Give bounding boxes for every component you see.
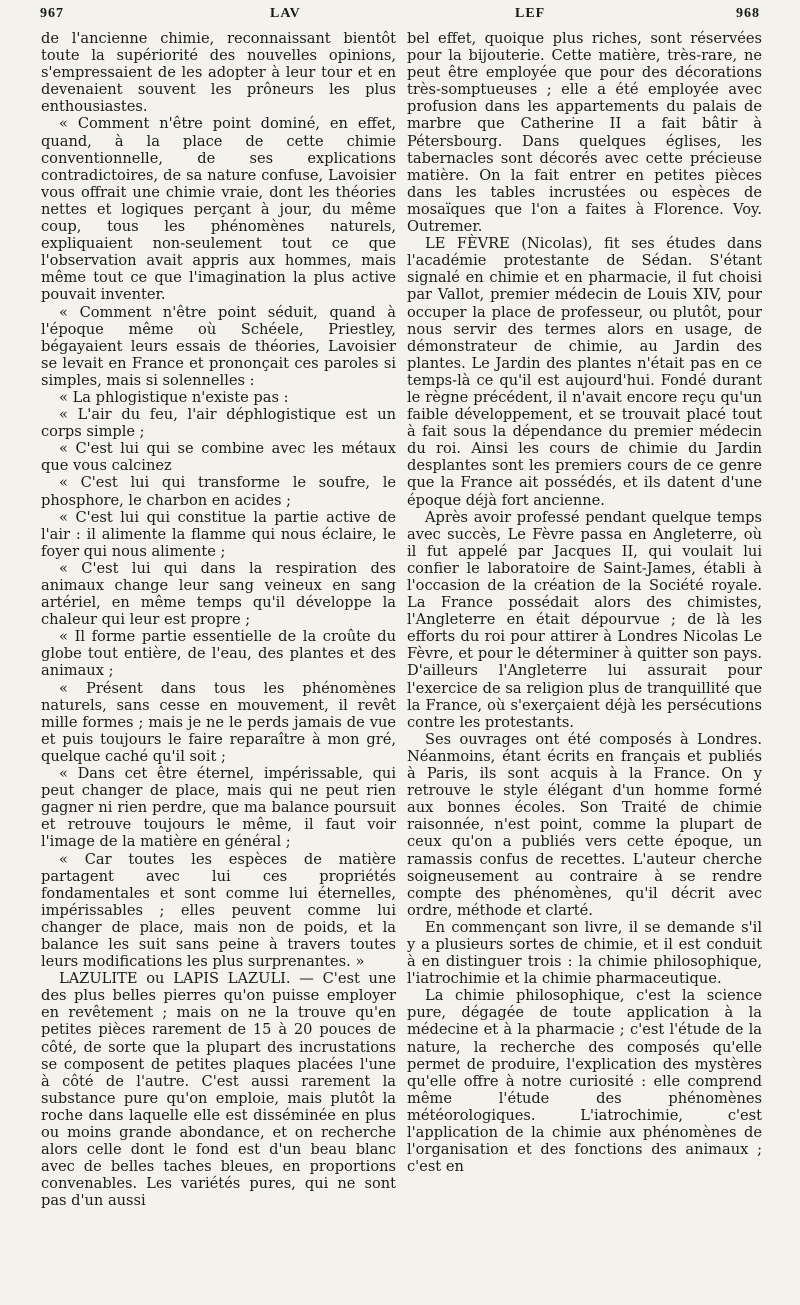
paragraph: « La phlogistique n'existe pas : <box>59 388 289 406</box>
paragraph: « Dans cet être éternel, impérissable, qui peut changer de place, mais qui ne peut rien gagner ni rien perdre, que ma balance poursuit et retrouve toujours le même, il faut voir l'image de la matière en général ; <box>41 765 396 851</box>
right-column <box>407 30 762 1298</box>
paragraph: Après avoir professé pendant quelque temps avec succès, Le Fèvre passa en Angleterre, où il fut appelé par Jacques II, qui voulait lui confier le laboratoire de Saint-James, établi à l'occasion de la création de la Société royale. La France possédait alors des chimistes, l'Angleterre en était dépourvue ; de là les efforts du roi pour attirer à Londres Nicolas Le Fèvre, et pour le déterminer à quitter son pays. D'ailleurs l'Angleterre lui assurait pour l'exercice de sa religion plus de tranquillité que la France, où s'exerçaient déjà les persécutions contre les protestants. <box>407 508 762 731</box>
paragraph: « Car toutes les espèces de matière partagent avec lui ces propriétés fondamentales et sont comme lui éternelles, impérissables ; elles peuvent comme lui changer de place, mais non de poids, et la balance les suit sans peine à travers toutes leurs modifications les plus surprenantes. » <box>41 850 396 971</box>
paragraph: La chimie philosophique, c'est la science pure, dégagée de toute application à la médecine et à la pharmacie ; c'est l'étude de la nature, la recherche des composés qu'elle permet de produire, l'explication des mystères qu'elle offre à notre curiosité : elle comprend même l'étude des phénomènes météorologiques. L'iatrochimie, c'est l'application de la chimie aux phénomènes de l'organisation et des fonctions des animaux ; c'est en <box>407 987 762 1176</box>
left-page-number: 967 <box>40 6 64 21</box>
entry-le-fevre: LE FÈVRE (Nicolas), fit ses études dans l'académie protestante de Sédan. S'étant signalé en chimie et en pharmacie, il fut choisi par Vallot, premier médecin de Louis XIV, pour occuper la place de professeur, ou plutôt, pour nous servir des termes alors en usage, de démonstrateur de chimie, au Jardin des plantes. Le Jardin des plantes n'était pas en ce temps-là ce qu'il est aujourd'hui. Fondé durant le règne précédent, il n'avait encore reçu qu'un faible développement, et se trouvait placé tout à fait sous la dépendance du premier médecin du roi. Ainsi les cours de chimie du Jardin desplantes sont les premiers cours de ce genre que la France ait possédés, et ils datent d'une époque déjà fort ancienne. <box>407 235 762 509</box>
entry-lazulite: LAZULITE ou LAPIS LAZULI. — C'est une des plus belles pierres qu'on puisse employer en revêtement ; mais on ne la trouve qu'en petites pièces rarement de 15 à 20 pouces de côté, de sorte que la plupart des incrustations se composent de petites plaques placées l'une à côté de l'autre. C'est aussi rarement la substance pure qu'on emploie, mais plutôt la roche dans laquelle elle est disséminée en plus ou moins grande abondance, et on recherche alors celle dont le fond est d'un beau blanc avec de belles taches bleues, en proportions convenables. Les variétés pures, qui ne sont pas d'un aussi <box>41 970 396 1210</box>
right-page-number: 968 <box>736 6 760 21</box>
paragraph: bel effet, quoique plus riches, sont réservées pour la bijouterie. Cette matière, très-rare, ne peut être employée que pour des décorations très-somptueuses ; elle a été employée avec profusion dans les appartements du palais de marbre que Catherine II a fait bâtir à Pétersbourg. Dans quelques églises, les tabernacles sont décorés avec cette précieuse matière. On la fait entrer en petites pièces dans les tables incrustées ou espèces de mosaïques que l'on a faites à Florence. Voy. Outremer. <box>407 30 762 236</box>
paragraph: « C'est lui qui se combine avec les métaux que vous calcinez <box>41 440 396 475</box>
right-guide-word: LEF <box>515 6 546 21</box>
paragraph: « C'est lui qui transforme le soufre, le phosphore, le charbon en acides ; <box>41 474 396 509</box>
paragraph: « C'est lui qui dans la respiration des animaux change leur sang veineux en sang artériel, en même temps qu'il développe la chaleur qui leur est propre ; <box>41 559 396 629</box>
paragraph: Ses ouvrages ont été composés à Londres. Néanmoins, étant écrits en français et publiés à Paris, ils sont acquis à la France. On y retrouve le style élégant d'un homme formé aux bonnes écoles. Son Traité de chimie raisonnée, n'est point, comme la plupart de ceux qu'on a publiés vers cette époque, un ramassis confus de recettes. L'auteur cherche soigneusement au contraire à se rendre compte des phénomènes, qu'il décrit avec ordre, méthode et clarté. <box>407 730 762 919</box>
running-header <box>40 6 760 26</box>
paragraph: « Comment n'être point dominé, en effet, quand, à la place de cette chimie conventionnelle, de ses explications contradictoires, de sa nature confuse, Lavoisier vous offrait une chimie vraie, dont les théories nettes et logiques perçant à jour, du même coup, tous les phénomènes naturels, expliquaient non-seulement tout ce que l'observation avait appris aux hommes, mais même tout ce que l'imagination la plus active pouvait inventer. <box>41 115 396 304</box>
paragraph: « L'air du feu, l'air déphlogistique est un corps simple ; <box>41 406 396 441</box>
paragraph: « Présent dans tous les phénomènes naturels, sans cesse en mouvement, il revêt mille formes ; mais je ne le perds jamais de vue et puis toujours le faire reparaître à mon gré, quelque caché qu'il soit ; <box>41 679 396 765</box>
left-column <box>41 30 396 1298</box>
paragraph: de l'ancienne chimie, reconnaissant bientôt toute la supériorité des nouvelles opinions, s'empressaient de les adopter à leur tour et en devenaient souvent les prôneurs les plus enthousiastes. <box>41 30 396 116</box>
paragraph: En commençant son livre, il se demande s'il y a plusieurs sortes de chimie, et il est conduit à en distinguer trois : la chimie philosophique, l'iatrochimie et la chimie pharmaceutique. <box>407 918 762 988</box>
paragraph: « C'est lui qui constitue la partie active de l'air : il alimente la flamme qui nous éclaire, le foyer qui nous alimente ; <box>41 508 396 560</box>
paragraph: « Comment n'être point séduit, quand à l'époque même où Schéele, Priestley, bégayaient leurs essais de théories, Lavoisier se levait en France et prononçait ces paroles si simples, mais si solennelles : <box>41 303 396 389</box>
left-guide-word: LAV <box>270 6 301 21</box>
paragraph: « Il forme partie essentielle de la croûte du globe tout entière, de l'eau, des plantes et des animaux ; <box>41 628 396 680</box>
